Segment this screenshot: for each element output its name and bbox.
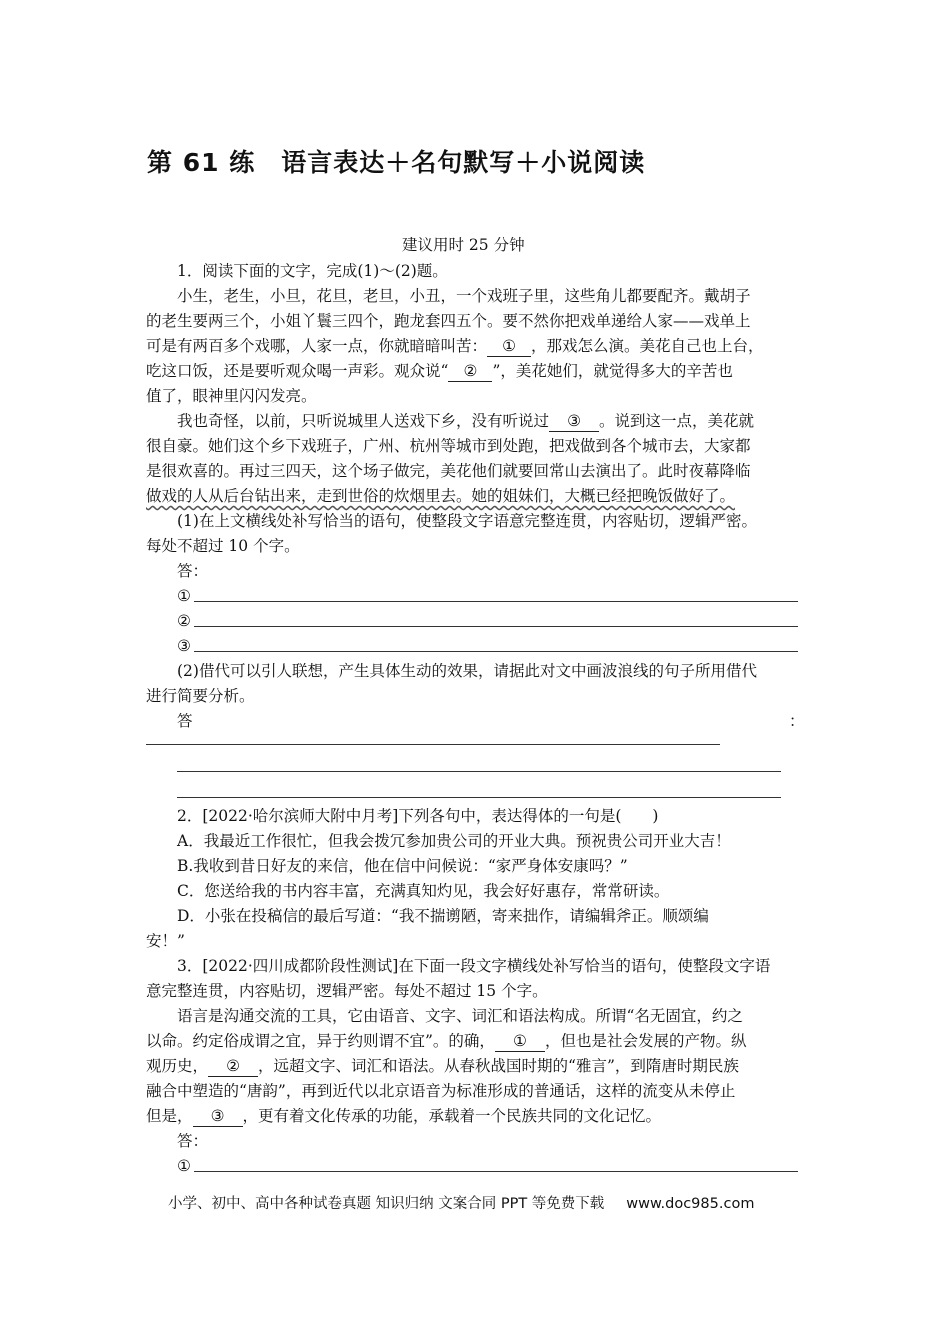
q3-answer-mark-1: ① xyxy=(177,1157,191,1175)
q1-p2-line2: 很自豪。她们这个乡下戏班子，广州、杭州等城市到处跑，把戏做到各个城市去，大家都 xyxy=(146,437,751,455)
suggested-time: 建议用时 25 分钟 xyxy=(402,236,525,254)
q1-answer-mark-2: ② xyxy=(177,612,191,630)
blank-3: ③ xyxy=(193,1106,243,1127)
footer xyxy=(168,1192,754,1213)
blank-1: ① xyxy=(487,336,531,357)
q1-sub2-line1: (2)借代可以引人联想，产生具体生动的效果，请据此对文中画波浪线的句子所用借代 xyxy=(177,662,757,680)
q1-p2-line1 xyxy=(177,411,754,432)
q3-stem-line2: 意完整连贯，内容贴切，逻辑严密。每处不超过 15 个字。 xyxy=(146,982,548,1000)
q1-p2-line3: 是很欢喜的。再过三四天，这个场子做完，美花他们就要回常山去演出了。此时夜幕降临 xyxy=(146,462,751,480)
answer-line[interactable] xyxy=(194,601,798,602)
q1-answer-label: 答： xyxy=(177,562,209,580)
blank-1: ① xyxy=(495,1031,545,1052)
q3-text-line5-b: ，更有着文化传承的功能，承载着一个民族共同的文化记忆。 xyxy=(242,1107,662,1125)
q3-stem-line1: 3．[2022·四川成都阶段性测试]在下面一段文字横线处补写恰当的语句，使整段文字语 xyxy=(177,957,771,975)
q1-p1-line3 xyxy=(146,336,764,357)
answer-line[interactable] xyxy=(177,771,781,772)
page-title: 第 61 练 语言表达＋名句默写＋小说阅读 xyxy=(147,148,646,177)
q3-text-line5 xyxy=(146,1106,661,1127)
q1-answer-mark-1: ① xyxy=(177,587,191,605)
q3-answer-label: 答： xyxy=(177,1132,209,1150)
q1-intro: 1．阅读下面的文字，完成(1)～(2)题。 xyxy=(177,262,448,280)
answer-line[interactable] xyxy=(194,651,798,652)
q3-text-line3-a: 观历史， xyxy=(146,1057,209,1075)
q1-sub2-line2: 进行简要分析。 xyxy=(146,687,255,705)
q1-sub1-line2: 每处不超过 10 个字。 xyxy=(146,537,300,555)
q1-p1-line3-text: 可是有两百多个戏哪，人家一点，你就暗暗叫苦： xyxy=(146,337,488,355)
q3-text-line5-a: 但是， xyxy=(146,1107,193,1125)
q3-text-line3-b: ，远超文字、词汇和语法。从春秋战国时期的“雅言”，到隋唐时期民族 xyxy=(258,1057,739,1075)
q3-text-line1: 语言是沟通交流的工具，它由语音、文字、词汇和语法构成。所谓“名无固宜，约之 xyxy=(177,1007,743,1025)
q1-sub2-answer-colon: ： xyxy=(789,712,805,730)
q2-option-d-line1: D．小张在投稿信的最后写道：“我不揣谫陋，寄来拙作，请编辑斧正。顺颂编 xyxy=(177,907,709,925)
q1-p1-line5: 值了，眼神里闪闪发亮。 xyxy=(146,387,317,405)
answer-line[interactable] xyxy=(194,626,798,627)
footer-url[interactable]: www.doc985.com xyxy=(626,1196,755,1212)
q1-p1-line3-tail: ，那戏怎么演。美花自己也上台， xyxy=(531,337,764,355)
q1-p1-line1: 小生，老生，小旦，花旦，老旦，小丑，一个戏班子里，这些角儿都要配齐。戴胡子 xyxy=(177,287,751,305)
q2-option-c: C．您送给我的书内容丰富，充满真知灼见，我会好好惠存，常常研读。 xyxy=(177,882,670,900)
q3-text-line2-a: 以命。约定俗成谓之宜，异于约则谓不宜”。的确， xyxy=(146,1032,495,1050)
blank-2: ② xyxy=(448,361,492,382)
answer-line[interactable] xyxy=(177,797,781,798)
q1-p1-line4-a: 吃这口饭，还是要听观众喝一声彩。观众说“ xyxy=(146,362,449,380)
answer-line[interactable] xyxy=(194,1171,798,1172)
q2-option-b: B.我收到昔日好友的来信，他在信中问候说：“家严身体安康吗？” xyxy=(177,857,628,875)
blank-2: ② xyxy=(208,1056,258,1077)
footer-text: 小学、初中、高中各种试卷真题 知识归纳 文案合同 PPT 等免费下载 xyxy=(168,1196,605,1212)
q3-text-line4: 融合中塑造的“唐韵”，再到近代以北京语音为标准形成的普通话，这样的流变从未停止 xyxy=(146,1082,736,1100)
q1-sub2-answer-label: 答 xyxy=(177,712,193,730)
q1-p2-wavy-sentence: 做戏的人从后台钻出来，走到世俗的炊烟里去。她的姐妹们，大概已经把晚饭做好了。 xyxy=(146,487,736,505)
q3-text-line2 xyxy=(146,1031,746,1052)
q3-text-line2-b: ，但也是社会发展的产物。纵 xyxy=(544,1032,747,1050)
q1-sub1-line1: (1)在上文横线处补写恰当的语句，使整段文字语意完整连贯，内容贴切，逻辑严密。 xyxy=(177,512,757,530)
q2-option-a: A．我最近工作很忙，但我会拨冗参加贵公司的开业大典。预祝贵公司开业大吉！ xyxy=(177,832,731,850)
q2-stem: 2．[2022·哈尔滨师大附中月考]下列各句中，表达得体的一句是( ) xyxy=(177,807,659,825)
q1-p2-line1-a: 我也奇怪，以前，只听说城里人送戏下乡，没有听说过 xyxy=(177,412,550,430)
q1-p1-line4-b: ”，美花她们，就觉得多大的辛苦也 xyxy=(492,362,733,380)
q1-answer-mark-3: ③ xyxy=(177,637,191,655)
answer-line[interactable] xyxy=(146,744,720,745)
q3-text-line3 xyxy=(146,1056,739,1077)
blank-3: ③ xyxy=(549,411,599,432)
q1-p2-line1-b: 。说到这一点，美花就 xyxy=(599,412,755,430)
q1-p1-line2: 的老生要两三个，小姐丫鬟三四个，跑龙套四五个。要不然你把戏单递给人家——戏单上 xyxy=(146,312,751,330)
q1-p1-line4 xyxy=(146,361,733,382)
q2-option-d-line2: 安！” xyxy=(146,932,185,950)
